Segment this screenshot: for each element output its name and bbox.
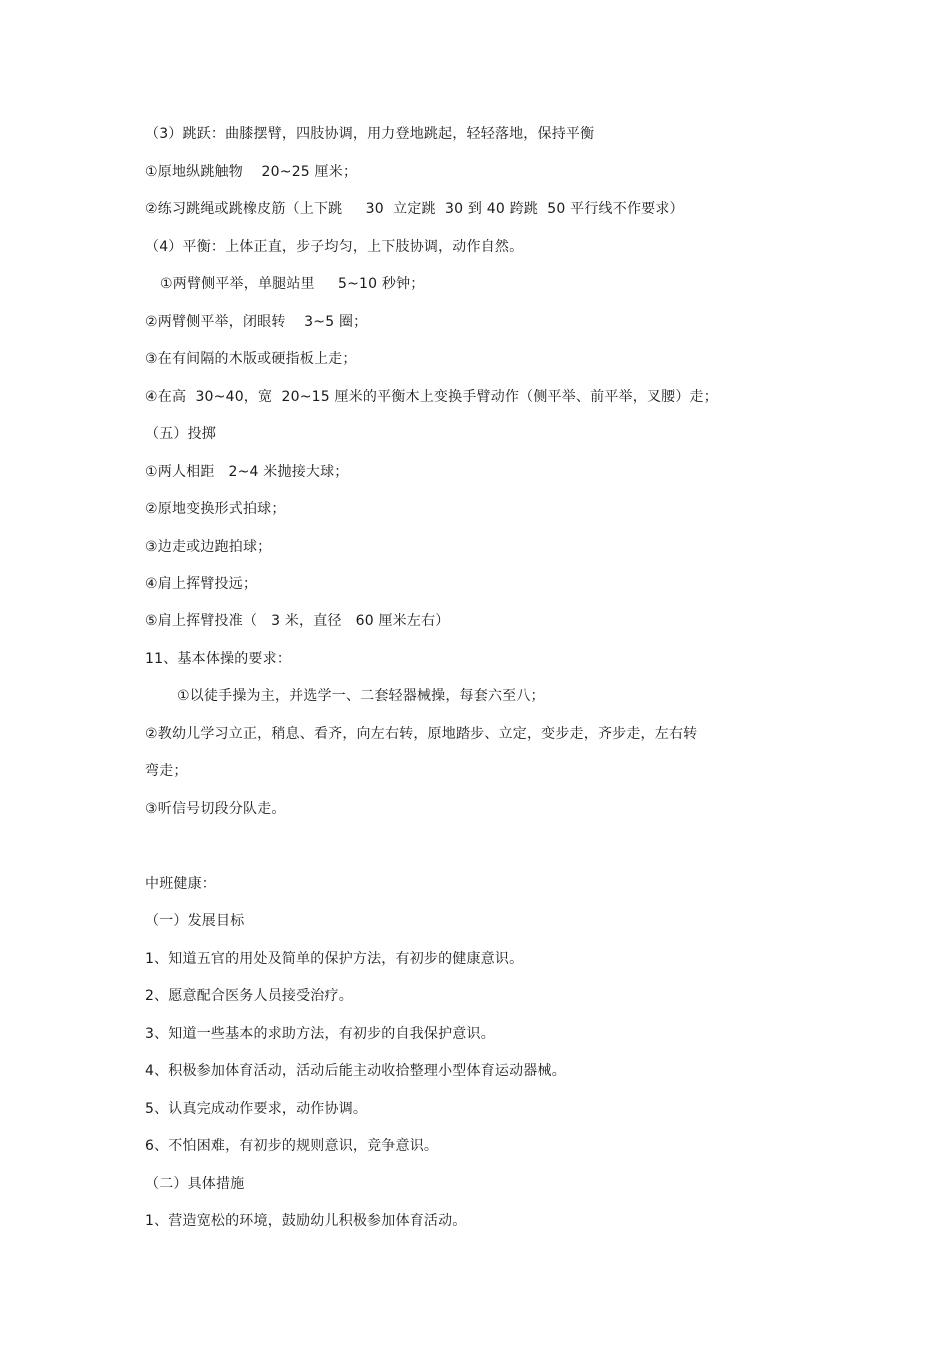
text-line: ②原地变换形式拍球；: [145, 501, 286, 517]
text-line: ③在有间隔的木版或硬指板上走；: [145, 351, 357, 367]
text-line: （3）跳跃：曲膝摆臂，四肢协调，用力登地跳起，轻轻落地，保持平衡: [145, 126, 595, 142]
text-line: ④肩上挥臂投远；: [145, 576, 258, 592]
text-line: 1、知道五官的用处及简单的保护方法，有初步的健康意识。: [145, 951, 524, 967]
text-line: 6、不怕困难，有初步的规则意识，竞争意识。: [145, 1138, 439, 1154]
text-line: ⑤肩上挥臂投准（ 3 米，直径 60 厘米左右）: [145, 613, 450, 629]
text-line: ①以徒手操为主，并选学一、二套轻器械操，每套六至八；: [177, 688, 545, 704]
text-line: （4）平衡：上体正直，步子均匀，上下肢协调，动作自然。: [145, 239, 524, 255]
text-line: 2、愿意配合医务人员接受治疗。: [145, 988, 353, 1004]
text-line: 1、营造宽松的环境，鼓励幼儿积极参加体育活动。: [145, 1213, 467, 1229]
text-line: ①两臂侧平举，单腿站里 5~10 秒钟；: [160, 276, 425, 292]
text-line: ②两臂侧平举，闭眼转 3~5 圈；: [145, 314, 368, 330]
text-line: 5、认真完成动作要求，动作协调。: [145, 1101, 368, 1117]
text-line: 3、知道一些基本的求助方法，有初步的自我保护意识。: [145, 1026, 495, 1042]
text-line: ①两人相距 2~4 米抛接大球；: [145, 464, 349, 480]
section-heading: 11、基本体操的要求：: [145, 651, 292, 667]
section-heading: （一）发展目标: [145, 913, 245, 929]
text-line: ①原地纵跳触物 20~25 厘米；: [145, 164, 358, 180]
text-line: ②教幼儿学习立正，稍息、看齐，向左右转，原地踏步、立定，变步走，齐步走，左右转: [145, 726, 698, 742]
text-line: ③听信号切段分队走。: [145, 801, 286, 817]
text-line: ③边走或边跑拍球；: [145, 539, 272, 555]
section-heading: 中班健康：: [145, 876, 216, 892]
section-heading: （五）投掷: [145, 426, 216, 442]
text-line: 4、积极参加体育活动，活动后能主动收拾整理小型体育运动器械。: [145, 1063, 566, 1079]
section-heading: （二）具体措施: [145, 1176, 245, 1192]
text-line: 弯走；: [145, 763, 188, 779]
text-line: ②练习跳绳或跳橡皮筋（上下跳 30 立定跳 30 到 40 跨跳 50 平行线不作要求）: [145, 201, 684, 217]
text-line: ④在高 30~40，宽 20~15 厘米的平衡木上变换手臂动作（侧平举、前平举，叉腰）走；: [145, 389, 718, 405]
